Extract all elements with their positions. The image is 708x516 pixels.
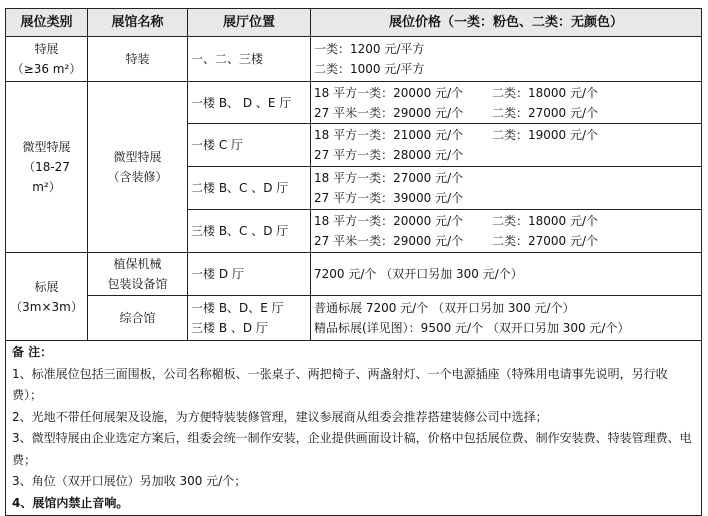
- price-cell: 18 平方一类：20000 元/个 二类：18000 元/个 27 平米一类：29000 元/个 二类：27000 元/个: [311, 210, 702, 253]
- price-table: [5, 8, 702, 516]
- note-item: 3、角位（双开口展位）另加收 300 元/个；: [12, 474, 247, 488]
- hall-cell: 微型特展 （含装修）: [88, 82, 188, 253]
- price-cell: 18 平方一类：27000 元/个 27 平方一类：39000 元/个: [311, 167, 702, 210]
- location-cell: 一楼 B、 D 、E 厅: [188, 82, 311, 124]
- location-cell: 一楼 B、D、E 厅 三楼 B 、D 厅: [188, 296, 311, 341]
- notes-row: [6, 341, 702, 516]
- category-cell: 标展 （3m×3m）: [6, 253, 88, 341]
- header-hall: 展馆名称: [88, 9, 188, 37]
- category-cell: 微型特展 （18-27 m²）: [6, 82, 88, 253]
- price-cell: 18 平方一类：20000 元/个 二类：18000 元/个 27 平米一类：29000 元/个 二类：27000 元/个: [311, 82, 702, 124]
- notes-cell: [6, 341, 702, 516]
- header-price: 展位价格（一类：粉色、二类：无颜色）: [311, 9, 702, 37]
- price-cell: 一类：1200 元/平方 二类：1000 元/平方: [311, 37, 702, 82]
- hall-cell: 植保机械 包装设备馆: [88, 253, 188, 296]
- table-row: [6, 296, 702, 341]
- note-item: 4、展馆内禁止音响。: [12, 495, 129, 510]
- price-cell: 7200 元/个 （双开口另加 300 元/个）: [311, 253, 702, 296]
- header-category: 展位类别: [6, 9, 88, 37]
- table-row: [6, 37, 702, 82]
- note-item: 3、微型特展由企业选定方案后，组委会统一制作安装，企业提供画面设计稿，价格中包括展位费、制作安装费、特装管理费、电费；: [12, 431, 692, 467]
- price-cell: 18 平方一类：21000 元/个 二类：19000 元/个 27 平方一类：28000 元/个: [311, 124, 702, 167]
- location-cell: 三楼 B、C 、D 厅: [188, 210, 311, 253]
- header-location: 展厅位置: [188, 9, 311, 37]
- note-item: 1、标准展位包括三面围板，公司名称楣板、一张桌子、两把椅子、两盏射灯、一个电源插座（特殊用电请事先说明，另行收费）；: [12, 366, 668, 402]
- location-cell: 一楼 C 厅: [188, 124, 311, 167]
- price-cell: 普通标展 7200 元/个 （双开口另加 300 元/个） 精品标展(详见图）：9500 元/个 （双开口另加 300 元/个）: [311, 296, 702, 341]
- notes-title: 备 注：: [12, 345, 53, 359]
- table-row: [6, 82, 702, 124]
- location-cell: 二楼 B、C 、D 厅: [188, 167, 311, 210]
- hall-cell: 特装: [88, 37, 188, 82]
- location-cell: 一、二、三楼: [188, 37, 311, 82]
- category-cell: 特展 （≥36 m²）: [6, 37, 88, 82]
- header-row: [6, 9, 702, 37]
- location-cell: 一楼 D 厅: [188, 253, 311, 296]
- hall-cell: 综合馆: [88, 296, 188, 341]
- table-row: [6, 253, 702, 296]
- note-item: 2、光地不带任何展架及设施，为方便特装装修管理，建议参展商从组委会推荐搭建装修公司中选择；: [12, 409, 548, 424]
